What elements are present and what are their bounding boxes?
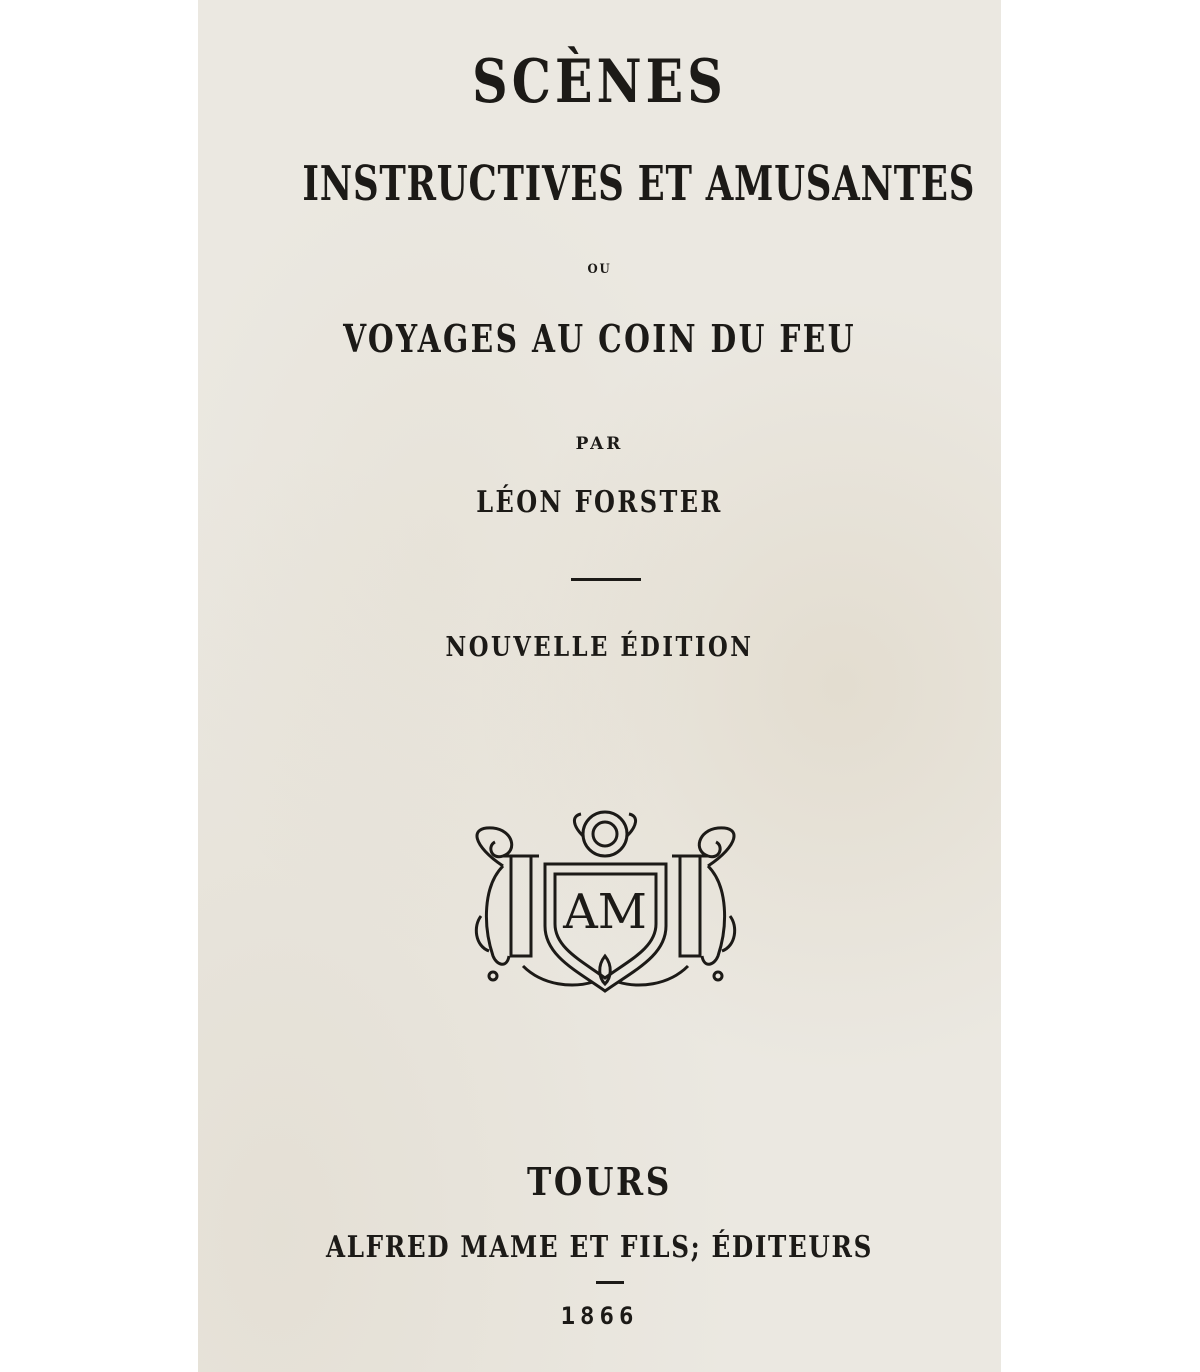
printer-mark-monogram: AM — [563, 884, 647, 940]
publication-city: TOURS — [527, 1159, 672, 1204]
author-name: LÉON FORSTER — [476, 485, 723, 520]
alternate-title: VOYAGES AU COIN DU FEU — [343, 316, 856, 361]
by-label: PAR — [575, 434, 624, 454]
conjunction-ou: OU — [587, 262, 612, 277]
divider-rule-small — [596, 1281, 624, 1284]
publication-year: 1866 — [560, 1302, 639, 1330]
book-subtitle: INSTRUCTIVES ET AMUSANTES — [302, 156, 976, 212]
edition-label: NOUVELLE ÉDITION — [445, 632, 754, 663]
divider-rule — [571, 578, 641, 581]
title-page — [198, 0, 1001, 1372]
publisher-name: ALFRED MAME ET FILS; ÉDITEURS — [326, 1230, 873, 1265]
printer-mark-icon — [463, 806, 748, 1002]
book-title: SCÈNES — [472, 47, 727, 117]
